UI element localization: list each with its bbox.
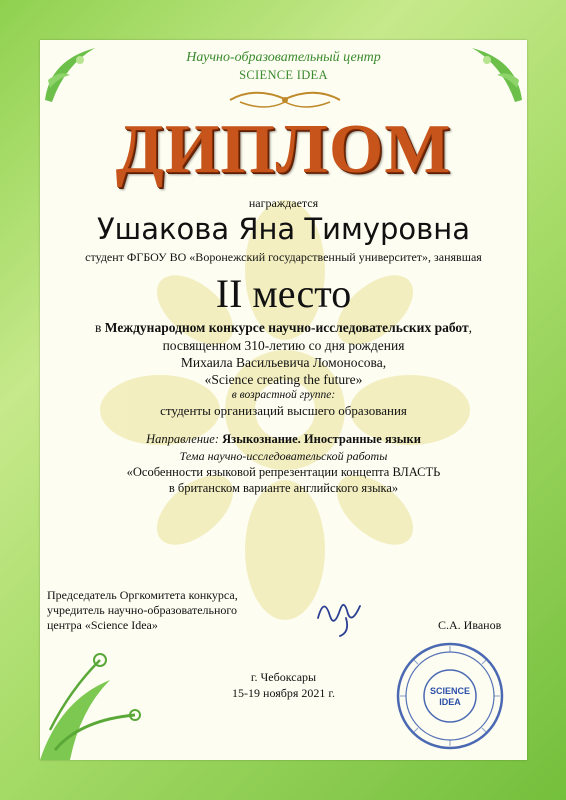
contest-line3: Михаила Васильевича Ломоносова, (180, 355, 387, 370)
direction-label: Направление: (146, 432, 223, 446)
student-line: студент ФГБОУ ВО «Воронежский государственный университет», занявшая (85, 250, 482, 264)
chairman-line1: Председатель Оргкомитета конкурса, (47, 588, 238, 602)
signature (310, 588, 370, 638)
contest-prefix: в (95, 320, 105, 335)
title-flourish (220, 86, 350, 112)
contest-line1 (40, 320, 527, 336)
chairman-line2: учредитель научно-образовательного (47, 603, 238, 617)
topic-label: Тема научно-исследовательской работы (179, 449, 388, 463)
organization-line1: Научно-образовательный центр (186, 50, 381, 65)
chairman-block (47, 588, 238, 633)
place-label: II место (215, 271, 352, 316)
diploma-sheet (40, 40, 527, 760)
topic-line2: в британском варианте английского языка» (168, 481, 399, 495)
recipient-name: Ушакова Яна Тимуровна (97, 212, 470, 246)
direction-line (40, 432, 527, 447)
event-dates: 15-19 ноября 2021 г. (232, 686, 335, 700)
contest-line4: «Science creating the future» (204, 372, 363, 387)
organization-line2: SCIENCE IDEA (239, 68, 328, 82)
direction-value: Языкознание. Иностранные языки (222, 432, 421, 446)
contest-suffix: , (468, 320, 472, 335)
chairman-name: С.А. Иванов (438, 618, 502, 632)
chairman-line3: центра «Science Idea» (47, 618, 158, 632)
location: г. Чебоксары (250, 670, 317, 684)
seal-text-line1: SCIENCE (429, 686, 471, 696)
contest-line2: посвященном 310-летию со дня рождения (162, 338, 405, 353)
seal-text-line2: IDEA (439, 697, 461, 707)
age-group-label: в возрастной группе: (231, 389, 336, 401)
diploma-title: ДИПЛОМ (115, 111, 452, 188)
seal-stamp (394, 640, 506, 752)
contest-name: Международном конкурсе научно-исследовательских работ (104, 320, 469, 335)
age-group-value: студенты организаций высшего образования (160, 403, 407, 418)
topic-line1: «Особенности языковой репрезентации концепта ВЛАСТЬ (126, 465, 441, 479)
awarded-label: награждается (248, 196, 319, 210)
